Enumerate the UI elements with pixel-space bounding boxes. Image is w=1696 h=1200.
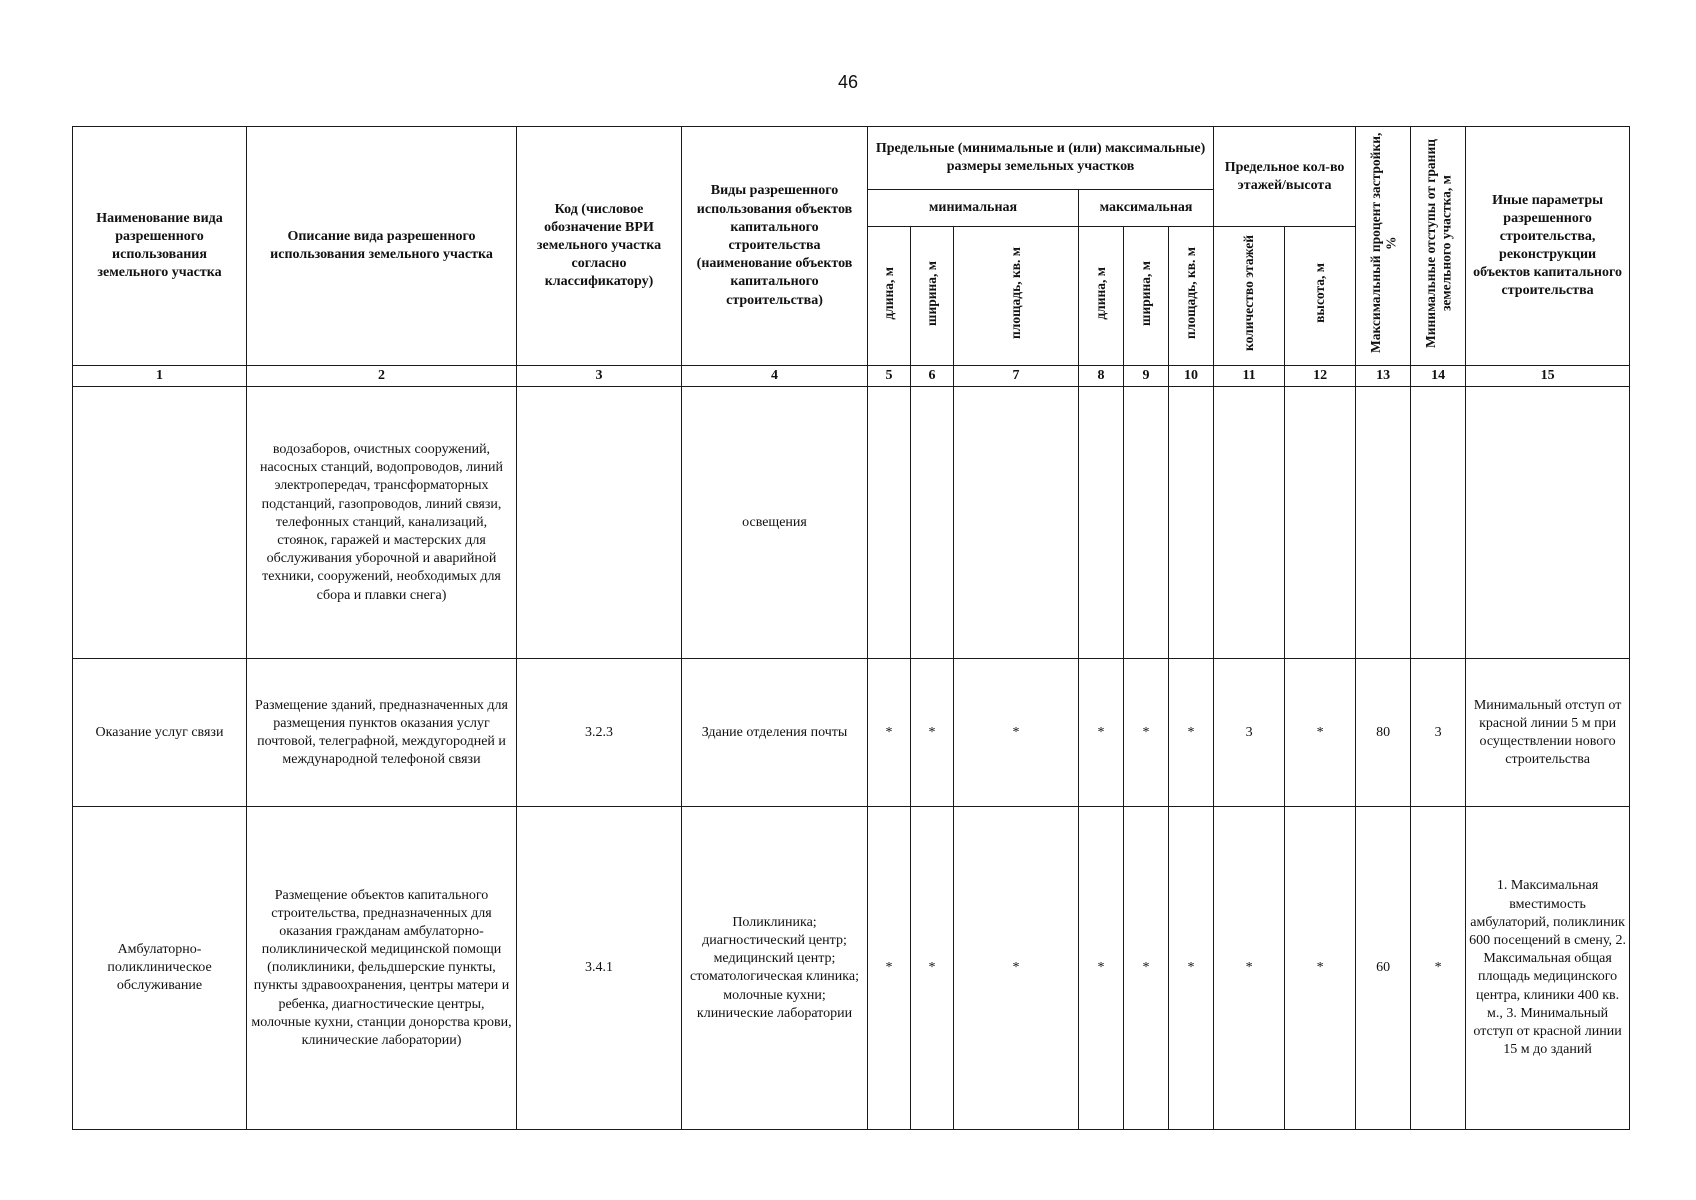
- column-number: 5: [868, 366, 911, 387]
- column-number: 10: [1169, 366, 1214, 387]
- row-cell: [911, 387, 954, 659]
- header-min-area-text: площадь, кв. м: [1008, 247, 1024, 340]
- row-objects: Здание отделения почты: [682, 659, 868, 807]
- row-cell: *: [868, 659, 911, 807]
- table-row: [73, 387, 1630, 659]
- row-cell: [1169, 387, 1214, 659]
- header-max-length-text: длина, м: [1093, 266, 1109, 320]
- row-cell: *: [1169, 659, 1214, 807]
- column-number: 15: [1466, 366, 1630, 387]
- header-objects: Виды разрешенного использования объектов капитального строительства (наименование объектов капитального строительства): [682, 127, 868, 366]
- row-cell: [1285, 387, 1356, 659]
- row-cell: [1124, 387, 1169, 659]
- row-cell: [954, 387, 1079, 659]
- row-cell: [1411, 387, 1466, 659]
- table-row: [73, 807, 1630, 1130]
- row-code: 3.2.3: [517, 659, 682, 807]
- row-code: [517, 387, 682, 659]
- header-min-setback-text: Минимальные отступы от границ земельного участка, м: [1422, 138, 1454, 348]
- header-code: Код (числовое обозначение ВРИ земельного участка согласно классификатору): [517, 127, 682, 366]
- column-number: 13: [1356, 366, 1411, 387]
- row-code: 3.4.1: [517, 807, 682, 1130]
- column-number: 8: [1079, 366, 1124, 387]
- column-number: 9: [1124, 366, 1169, 387]
- column-number: 1: [73, 366, 247, 387]
- row-cell: 80: [1356, 659, 1411, 807]
- header-name: Наименование вида разрешенного использования земельного участка: [73, 127, 247, 366]
- row-cell: 3: [1411, 659, 1466, 807]
- header-min-length: [868, 227, 911, 366]
- row-cell: *: [1411, 807, 1466, 1130]
- row-other: 1. Максимальная вместимость амбулаторий, поликлиник 600 посещений в смену, 2. Максимальная общая площадь медицинского центра, клиники 400 кв. м., 3. Минимальный отступ от красной линии 15 м до зданий: [1466, 807, 1630, 1130]
- header-other: Иные параметры разрешенного строительства, реконструкции объектов капитального строительства: [1466, 127, 1630, 366]
- header-min-area: [954, 227, 1079, 366]
- header-max-percent: [1356, 127, 1411, 366]
- row-objects: Поликлиника; диагностический центр; медицинский центр; стоматологическая клиника; молочные кухни; клинические лаборатории: [682, 807, 868, 1130]
- header-row-1: [73, 127, 1630, 190]
- row-cell: *: [911, 807, 954, 1130]
- row-cell: *: [954, 807, 1079, 1130]
- row-cell: *: [1169, 807, 1214, 1130]
- column-number: 6: [911, 366, 954, 387]
- header-max-percent-text: Максимальный процент застройки, %: [1367, 132, 1399, 354]
- column-number: 4: [682, 366, 868, 387]
- header-limits: Предельные (минимальные и (или) максимальные) размеры земельных участков: [868, 127, 1214, 190]
- page-number: 46: [837, 72, 859, 92]
- row-cell: [1079, 387, 1124, 659]
- column-number-row: [73, 366, 1630, 387]
- header-height-text: высота, м: [1312, 263, 1328, 324]
- header-min-length-text: длина, м: [881, 266, 897, 320]
- row-name: Амбулаторно-поликлиническое обслуживание: [73, 807, 247, 1130]
- table-row: [73, 659, 1630, 807]
- header-floors: [1214, 227, 1285, 366]
- row-cell: *: [1079, 659, 1124, 807]
- row-description: Размещение объектов капитального строительства, предназначенных для оказания гражданам амбулаторно-поликлинической медицинской помощи (поликлиники, фельдшерские пункты, пункты здравоохранения, центры матери и ребенка, диагностические центры, молочные кухни, станции донорства крови, клинические лаборатории): [247, 807, 517, 1130]
- row-other: Минимальный отступ от красной линии 5 м при осуществлении нового строительства: [1466, 659, 1630, 807]
- row-cell: 3: [1214, 659, 1285, 807]
- row-cell: [1214, 387, 1285, 659]
- row-cell: 60: [1356, 807, 1411, 1130]
- row-cell: [868, 387, 911, 659]
- header-floors-group: Предельное кол-во этажей/высота: [1214, 127, 1356, 227]
- header-max-width-text: ширина, м: [1138, 260, 1154, 326]
- row-description: водозаборов, очистных сооружений, насосных станций, водопроводов, линий электропередач, трансформаторных подстанций, газопроводов, линий связи, телефонных станций, канализаций, стоянок, гаражей и мастерских для обслуживания уборочной и аварийной техники, сооружений, необходимых для сбора и плавки снега): [247, 387, 517, 659]
- row-cell: [1356, 387, 1411, 659]
- row-cell: *: [1079, 807, 1124, 1130]
- row-cell: *: [1285, 807, 1356, 1130]
- row-name: [73, 387, 247, 659]
- row-cell: *: [1124, 659, 1169, 807]
- column-number: 11: [1214, 366, 1285, 387]
- row-name: Оказание услуг связи: [73, 659, 247, 807]
- header-min-width-text: ширина, м: [924, 260, 940, 326]
- row-cell: *: [1285, 659, 1356, 807]
- row-cell: *: [954, 659, 1079, 807]
- header-height: [1285, 227, 1356, 366]
- row-cell: *: [868, 807, 911, 1130]
- row-objects: освещения: [682, 387, 868, 659]
- row-other: [1466, 387, 1630, 659]
- header-floors-text: количество этажей: [1241, 235, 1257, 352]
- header-min-width: [911, 227, 954, 366]
- row-description: Размещение зданий, предназначенных для размещения пунктов оказания услуг почтовой, телеграфной, междугородней и международной телефоной связи: [247, 659, 517, 807]
- header-max-area: [1169, 227, 1214, 366]
- header-max-length: [1079, 227, 1124, 366]
- row-cell: *: [1124, 807, 1169, 1130]
- column-number: 7: [954, 366, 1079, 387]
- header-max: максимальная: [1079, 190, 1214, 227]
- column-number: 2: [247, 366, 517, 387]
- row-cell: *: [911, 659, 954, 807]
- row-cell: *: [1214, 807, 1285, 1130]
- header-min-setback: [1411, 127, 1466, 366]
- header-description: Описание вида разрешенного использования земельного участка: [247, 127, 517, 366]
- column-number: 14: [1411, 366, 1466, 387]
- header-max-area-text: площадь, кв. м: [1183, 247, 1199, 340]
- header-min: минимальная: [868, 190, 1079, 227]
- column-number: 3: [517, 366, 682, 387]
- header-max-width: [1124, 227, 1169, 366]
- regulations-table: [72, 126, 1630, 1130]
- column-number: 12: [1285, 366, 1356, 387]
